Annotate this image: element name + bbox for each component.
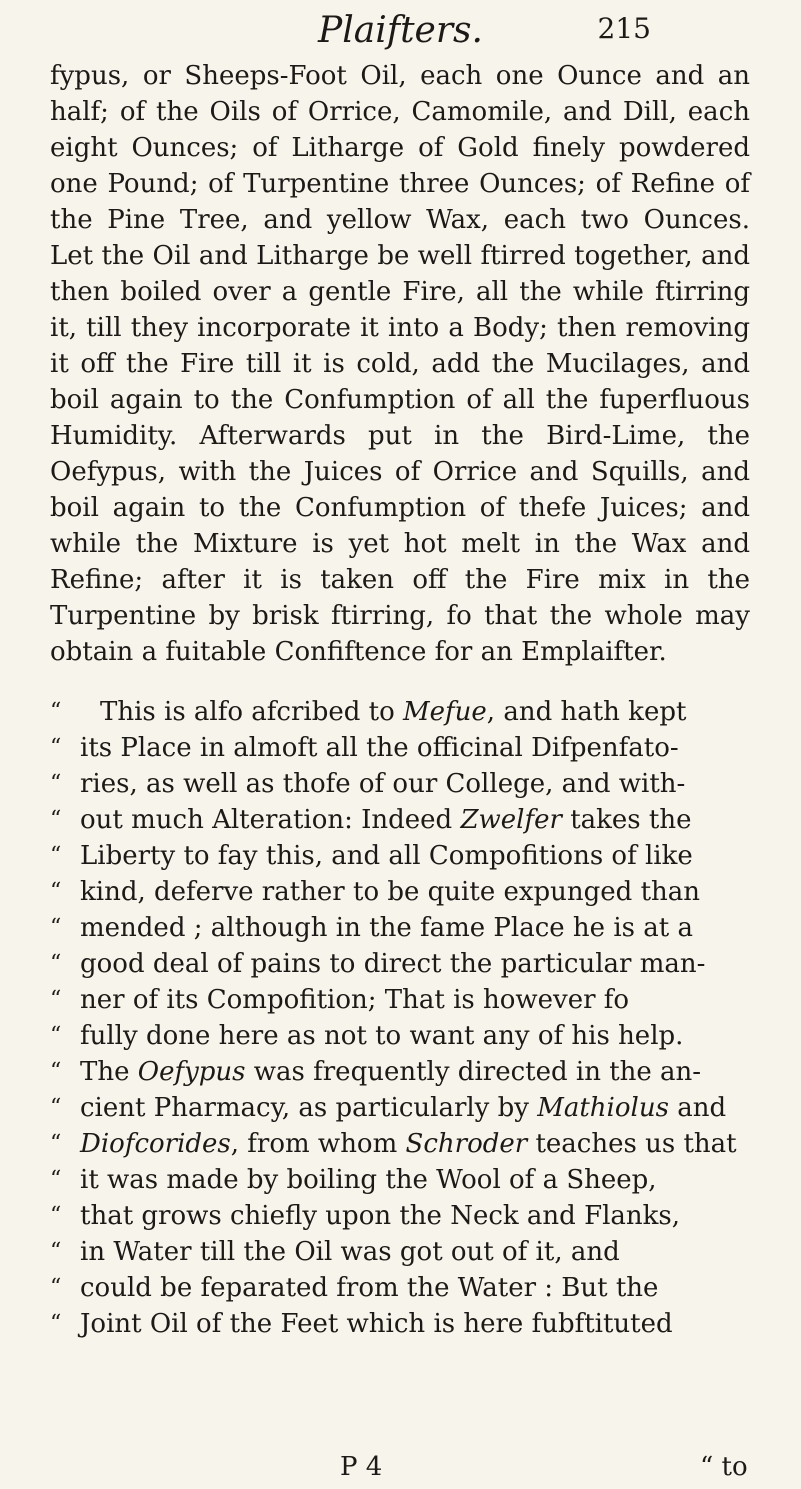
running-title: Plaifters. <box>318 10 483 51</box>
page-body <box>50 58 750 1342</box>
quoted-commentary <box>50 694 750 1342</box>
quote-line-text <box>80 946 750 982</box>
quote-text: teaches us that <box>527 1129 737 1159</box>
quote-line <box>50 1090 750 1126</box>
quote-line <box>50 694 750 730</box>
quote-mark: “ <box>50 987 62 1012</box>
quote-line-text <box>80 910 750 946</box>
quote-mark: “ <box>50 1167 62 1192</box>
quote-text: , from whom <box>230 1129 406 1159</box>
quote-line <box>50 802 750 838</box>
quote-mark: “ <box>50 1095 62 1120</box>
quote-line-text <box>80 874 750 910</box>
quote-text: takes the <box>561 805 692 835</box>
quote-line-text <box>80 1126 750 1162</box>
quote-mark: “ <box>50 879 62 904</box>
quote-line <box>50 1018 750 1054</box>
quote-line-text <box>80 730 750 766</box>
quote-line-text <box>80 694 750 730</box>
quote-line <box>50 1162 750 1198</box>
quote-text: that grows chiefly upon the Neck and Flanks, <box>80 1201 681 1231</box>
quote-line <box>50 910 750 946</box>
quote-line <box>50 1234 750 1270</box>
quote-text: mended ; although in the fame Place he is at a <box>80 913 693 943</box>
quote-line-text <box>80 1198 750 1234</box>
page-footer <box>0 1452 801 1486</box>
quote-line-text <box>80 1054 750 1090</box>
quote-mark: “ <box>50 1131 62 1156</box>
quote-text: out much Alteration: Indeed <box>80 805 461 835</box>
quote-mark: “ <box>50 1059 62 1084</box>
quote-line <box>50 766 750 802</box>
quote-text: it was made by boiling the Wool of a Sheep, <box>80 1165 657 1195</box>
quote-mark: “ <box>50 807 62 832</box>
quote-line <box>50 946 750 982</box>
quote-line-text <box>80 982 750 1018</box>
signature-mark: P 4 <box>340 1452 383 1482</box>
quote-text: ries, as well as thofe of our College, and with- <box>80 769 686 799</box>
italic-name: Mefue <box>403 697 487 727</box>
quote-text: was frequently directed in the an- <box>245 1057 702 1087</box>
quote-mark: “ <box>50 1203 62 1228</box>
quote-text: its Place in almoft all the officinal Difpenfato- <box>80 733 679 763</box>
quote-line-text <box>80 1306 750 1342</box>
page-header <box>0 6 801 62</box>
quote-text: This is alfo afcribed to <box>100 697 404 727</box>
italic-name: Mathiolus <box>537 1093 669 1123</box>
quote-text: and <box>668 1093 727 1123</box>
quote-text: could be feparated from the Water : But the <box>80 1273 659 1303</box>
quote-mark: “ <box>50 843 62 868</box>
quote-line-text <box>80 766 750 802</box>
quote-mark: “ <box>50 771 62 796</box>
quote-text: , and hath kept <box>486 697 687 727</box>
quote-mark: “ <box>50 1275 62 1300</box>
quote-text: Liberty to fay this, and all Compofitions of like <box>80 841 693 871</box>
quote-line <box>50 874 750 910</box>
quote-mark: “ <box>50 699 62 724</box>
quote-line-text <box>80 802 750 838</box>
italic-name: Schroder <box>405 1129 528 1159</box>
quote-text: kind, deferve rather to be quite expunged than <box>80 877 701 907</box>
quote-text: The <box>80 1057 138 1087</box>
quote-line <box>50 838 750 874</box>
italic-name: Diofcorides <box>80 1129 231 1159</box>
italic-name: Oefypus <box>137 1057 246 1087</box>
quote-line-text <box>80 1234 750 1270</box>
quote-line-text <box>80 1162 750 1198</box>
quote-line <box>50 730 750 766</box>
catchword: “ to <box>700 1452 748 1482</box>
quote-line-text <box>80 1018 750 1054</box>
quote-line <box>50 982 750 1018</box>
quote-text: Joint Oil of the Feet which is here fubftituted <box>80 1309 673 1339</box>
quote-text: ner of its Compofition; That is however fo <box>80 985 630 1015</box>
quote-line-text <box>80 1270 750 1306</box>
quote-text: fully done here as not to want any of his help. <box>80 1021 684 1051</box>
quote-line <box>50 1270 750 1306</box>
quote-mark: “ <box>50 915 62 940</box>
quote-mark: “ <box>50 1239 62 1264</box>
quote-mark: “ <box>50 735 62 760</box>
quote-line-text <box>80 1090 750 1126</box>
quote-text: in Water till the Oil was got out of it, and <box>80 1237 620 1267</box>
quote-line <box>50 1306 750 1342</box>
quote-line <box>50 1126 750 1162</box>
quote-line <box>50 1054 750 1090</box>
quote-text: cient Pharmacy, as particularly by <box>80 1093 538 1123</box>
quote-line-text <box>80 838 750 874</box>
page-number: 215 <box>597 12 651 45</box>
quote-mark: “ <box>50 1023 62 1048</box>
italic-name: Zwelfer <box>460 805 562 835</box>
quote-mark: “ <box>50 1311 62 1336</box>
quote-line <box>50 1198 750 1234</box>
quote-text: good deal of pains to direct the particular man- <box>80 949 706 979</box>
quote-mark: “ <box>50 951 62 976</box>
recipe-paragraph: fypus, or Sheeps-Foot Oil, each one Ounce and an half; of the Oils of Orrice, Camomile, and Dill, each eight Ounces; of Litharge of Gold finely powdered one Pound; of Turpentine three Ounces; of Refine of the Pine Tree, and yellow Wax, each two Ounces. Let the Oil and Litharge be well ftirred together, and then boiled over a gentle Fire, all the while ftirring it, till they incorporate it into a Body; then removing it off the Fire till it is cold, add the Mucilages, and boil again to the Confumption of all the fuperfluous Humidity. Afterwards put in the Bird-Lime, the Oefypus, with the Juices of Orrice and Squills, and boil again to the Confumption of thefe Juices; and while the Mixture is yet hot melt in the Wax and Refine; after it is taken off the Fire mix in the Turpentine by brisk ftirring, fo that the whole may obtain a fuitable Confiftence for an Emplaifter. <box>50 61 750 667</box>
